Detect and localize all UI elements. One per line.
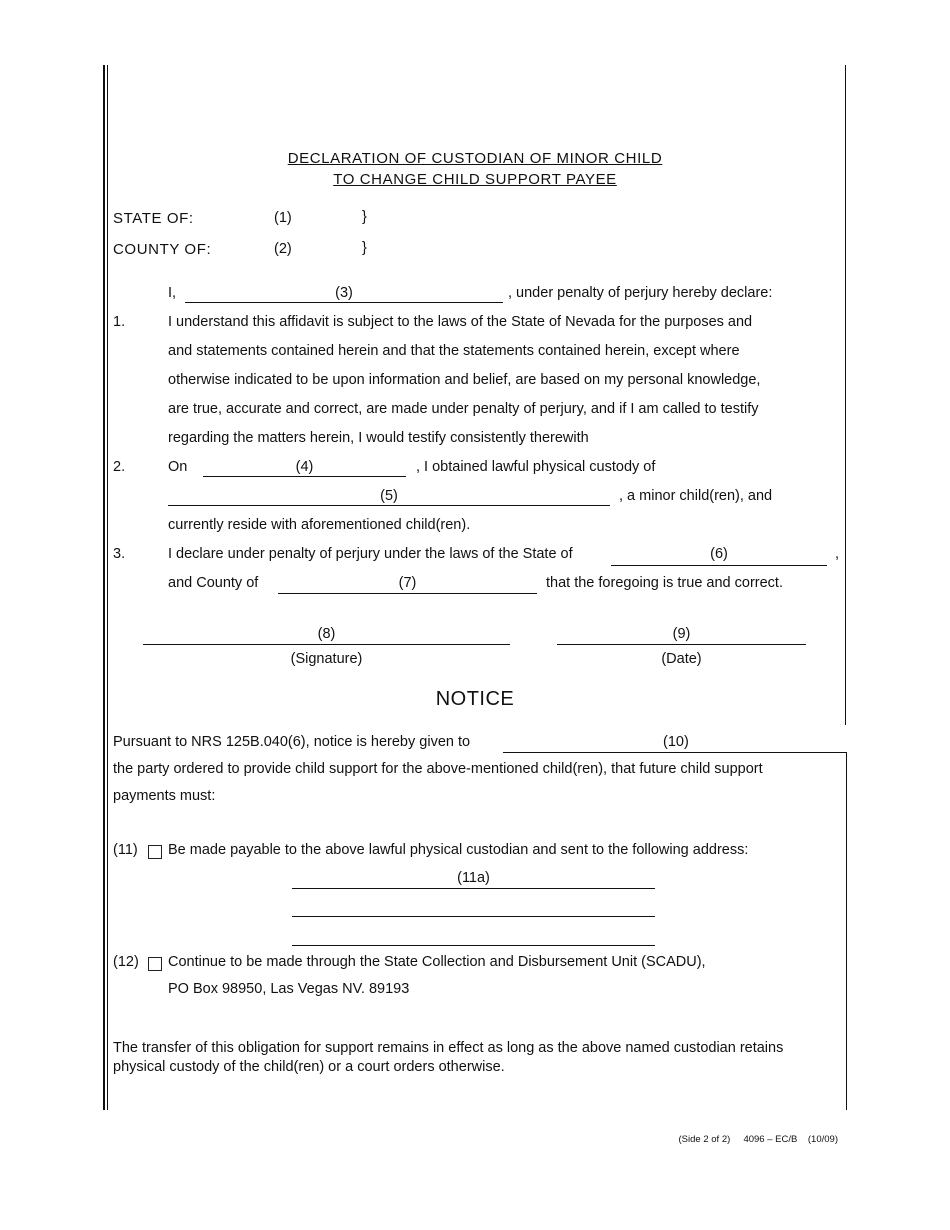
item1-line: are true, accurate and correct, are made under penalty of perjury, and if I am called to testify [168,401,759,417]
address-line-1 [292,888,655,889]
signature-caption: (Signature) [290,651,363,667]
state-label: STATE OF: [113,210,194,227]
date-line [557,644,806,645]
left-border-outer [103,65,105,1110]
declaration-county-line [278,593,537,594]
item2-reside-text: currently reside with aforementioned child(ren). [168,517,471,533]
form-title-line2: TO CHANGE CHILD SUPPORT PAYEE [333,171,617,188]
item1-number: 1. [113,314,126,330]
county-label: COUNTY OF: [113,241,212,258]
item1-line: regarding the matters herein, I would testify consistently therewith [168,430,589,446]
declaration-state-line [611,565,827,566]
right-border-step [700,752,847,753]
notice-heading: NOTICE [435,688,515,710]
county-field[interactable]: (2) [274,241,292,257]
custody-date-field[interactable]: (4) [295,459,314,475]
intro-prefix: I, [168,285,177,301]
state-brace: } [362,209,367,225]
declarant-name-field[interactable]: (3) [335,285,353,301]
notice-payments: payments must: [113,788,216,804]
form-title-line1: DECLARATION OF CUSTODIAN OF MINOR CHILD [287,150,663,167]
item2-custody-text: , I obtained lawful physical custody of [416,459,656,475]
child-names-line [168,505,610,506]
item3-county-text: and County of [168,575,259,591]
declaration-state-field[interactable]: (6) [710,546,728,562]
item3-comma: , [835,546,840,562]
left-border-inner [107,65,108,1110]
custody-date-line [203,476,406,477]
item2-number: 2. [113,459,126,475]
item1-line: I understand this affidavit is subject to the laws of the State of Nevada for the purposes and [168,314,753,330]
form-footer: (Side 2 of 2) 4096 – EC/B (10/09) [678,1134,838,1145]
county-brace: } [362,240,367,256]
date-field[interactable]: (9) [672,626,691,642]
signature-field[interactable]: (8) [317,626,336,642]
address-line-2 [292,916,655,917]
party-line [503,752,700,753]
notice-party-line: the party ordered to provide child support for the above-mentioned child(ren), that future child support [113,761,763,777]
signature-line [143,644,510,645]
declaration-county-field[interactable]: (7) [398,575,417,591]
option12-number: (12) [113,954,139,970]
option12-line1: Continue to be made through the State Collection and Disbursement Unit (SCADU), [168,954,706,970]
item2-on: On [168,459,188,475]
declarant-name-line [185,302,503,303]
item3-number: 3. [113,546,126,562]
intro-suffix: , under penalty of perjury hereby declare: [508,285,773,301]
party-field[interactable]: (10) [663,734,689,750]
option11-text: Be made payable to the above lawful physical custodian and sent to the following address: [168,842,749,858]
closing-line2: physical custody of the child(ren) or a court orders otherwise. [113,1059,505,1075]
item3-tail: that the foregoing is true and correct. [546,575,783,591]
child-names-field[interactable]: (5) [380,488,398,504]
option11-checkbox[interactable] [148,845,162,859]
address-field[interactable]: (11a) [457,870,490,886]
state-field[interactable]: (1) [274,210,292,226]
closing-line1: The transfer of this obligation for support remains in effect as long as the above named custodian retains [113,1040,784,1056]
item3-text: I declare under penalty of perjury under the laws of the State of [168,546,573,562]
item1-line: and statements contained herein and that the statements contained herein, except where [168,343,740,359]
option12-checkbox[interactable] [148,957,162,971]
date-caption: (Date) [661,651,702,667]
option11-number: (11) [113,842,138,858]
item2-minor-text: , a minor child(ren), and [619,488,773,504]
option12-line2: PO Box 98950, Las Vegas NV. 89193 [168,981,410,997]
item1-line: otherwise indicated to be upon information and belief, are based on my personal knowledge, [168,372,761,388]
right-border-lower [846,752,847,1110]
address-line-3 [292,945,655,946]
notice-pursuant: Pursuant to NRS 125B.040(6), notice is hereby given to [113,734,471,750]
